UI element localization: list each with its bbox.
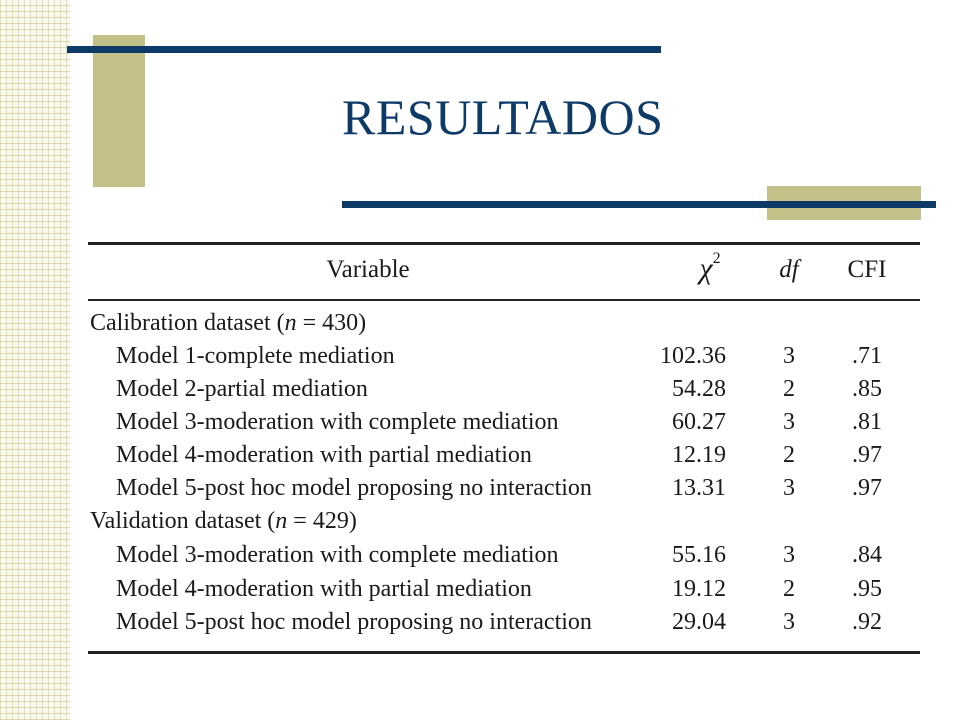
row-chi: 13.31 xyxy=(672,475,726,501)
table-row xyxy=(88,609,920,642)
row-df: 3 xyxy=(783,475,795,501)
row-label: Model 1-complete mediation xyxy=(116,343,395,369)
table-row xyxy=(88,442,920,475)
table-rule-header xyxy=(88,299,920,301)
group-label-text: Validation dataset ( xyxy=(90,508,276,534)
decor-olive-block-top xyxy=(93,35,145,187)
row-cfi: .85 xyxy=(852,376,882,402)
slide-title: RESULTADOS xyxy=(342,89,664,145)
row-df: 3 xyxy=(783,542,795,568)
row-chi: 29.04 xyxy=(672,609,726,635)
row-df: 2 xyxy=(783,376,795,402)
group-label-n: n xyxy=(275,508,288,534)
row-label: Model 3-moderation with complete mediation xyxy=(116,542,559,568)
row-cfi: .84 xyxy=(852,542,882,568)
header-chi-superscript: 2 xyxy=(712,250,721,267)
group-label xyxy=(90,310,366,337)
group-label-text: Calibration dataset ( xyxy=(90,310,285,336)
group-label xyxy=(90,508,357,535)
table-rule-bottom xyxy=(88,651,920,654)
row-df: 3 xyxy=(783,609,795,635)
row-cfi: .71 xyxy=(852,343,882,369)
row-df: 3 xyxy=(783,409,795,435)
row-df: 3 xyxy=(783,343,795,369)
group-label-n: n xyxy=(284,310,297,336)
row-cfi: .81 xyxy=(852,409,882,435)
row-cfi: .97 xyxy=(852,475,882,501)
row-label: Model 4-moderation with partial mediation xyxy=(116,576,532,602)
decor-rule-bottom xyxy=(342,201,936,208)
row-label: Model 3-moderation with complete mediation xyxy=(116,409,559,435)
header-variable: Variable xyxy=(326,256,410,283)
row-chi: 19.12 xyxy=(672,576,726,602)
row-chi: 102.36 xyxy=(660,343,726,369)
decor-rule-top xyxy=(67,46,661,53)
row-label: Model 2-partial mediation xyxy=(116,376,368,402)
row-chi: 60.27 xyxy=(672,409,726,435)
header-chi-square xyxy=(660,252,760,286)
table-row xyxy=(88,576,920,609)
row-label: Model 5-post hoc model proposing no interaction xyxy=(116,475,592,501)
table-row xyxy=(88,343,920,376)
group-label-count: = 430) xyxy=(296,310,367,336)
table-row xyxy=(88,409,920,442)
row-df: 2 xyxy=(783,442,795,468)
row-cfi: .92 xyxy=(852,609,882,635)
results-table xyxy=(88,242,920,654)
table-row xyxy=(88,376,920,409)
row-label: Model 4-moderation with partial mediation xyxy=(116,442,532,468)
row-chi: 55.16 xyxy=(672,542,726,568)
group-label-count: = 429) xyxy=(287,508,357,534)
group-row-calibration xyxy=(88,310,920,343)
table-rule-top xyxy=(88,242,920,245)
group-row-validation xyxy=(88,508,920,541)
row-cfi: .95 xyxy=(852,576,882,602)
row-chi: 12.19 xyxy=(672,442,726,468)
header-cfi: CFI xyxy=(847,256,887,283)
row-cfi: .97 xyxy=(852,442,882,468)
table-row xyxy=(88,542,920,575)
header-df: df xyxy=(779,256,799,283)
table-row xyxy=(88,475,920,508)
row-df: 2 xyxy=(783,576,795,602)
row-chi: 54.28 xyxy=(672,376,726,402)
row-label: Model 5-post hoc model proposing no interaction xyxy=(116,609,592,635)
header-chi-symbol: χ xyxy=(699,252,713,285)
side-pattern-strip xyxy=(0,0,70,720)
